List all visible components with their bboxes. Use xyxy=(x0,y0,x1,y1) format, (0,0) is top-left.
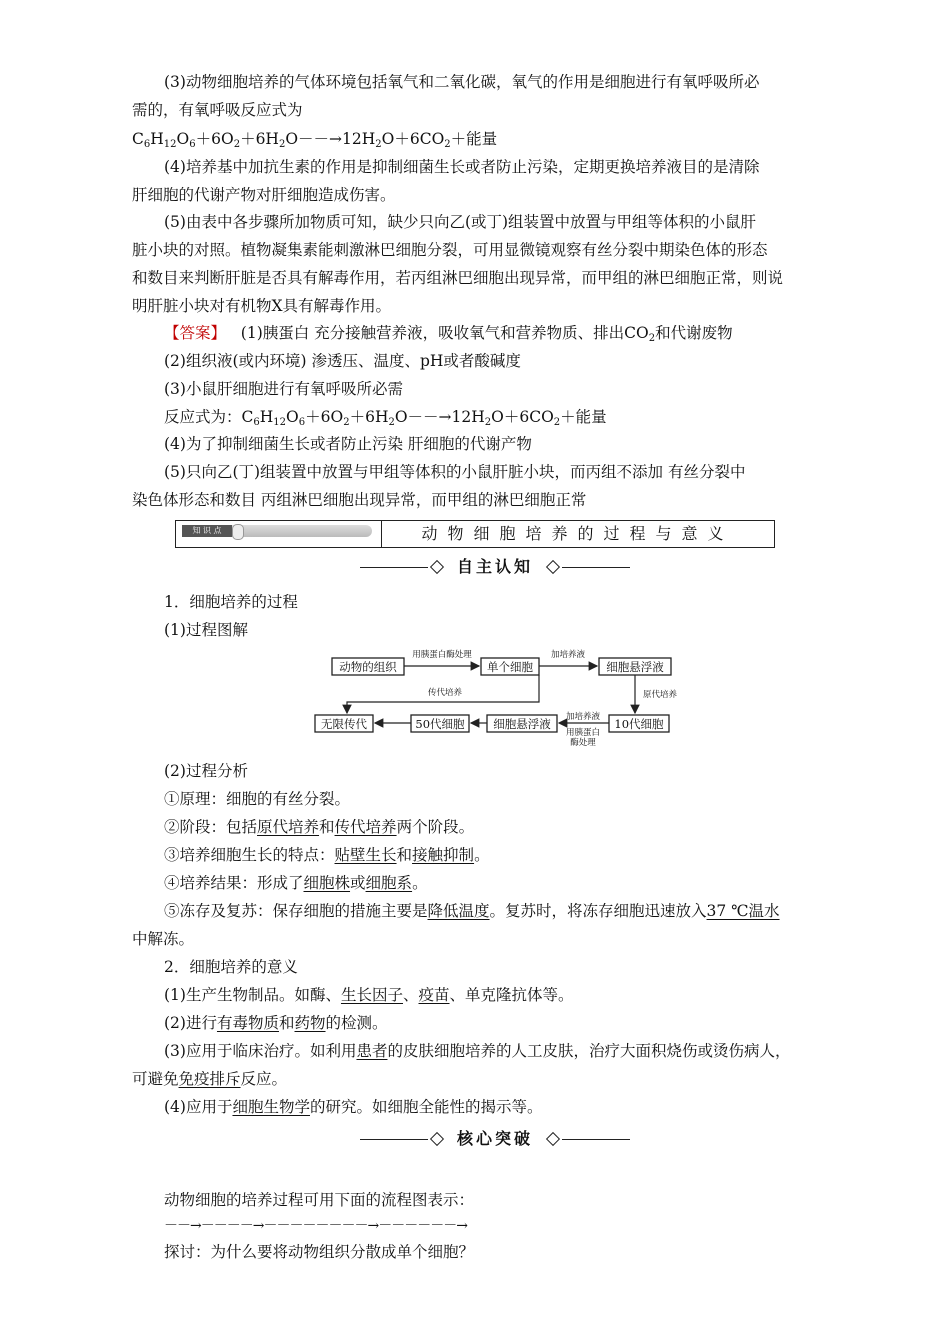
meaning-3-cont: 可避免免疫排斥反应。 xyxy=(132,1070,288,1088)
p3-line1: (3)动物细胞培养的气体环境包括氧气和二氧化碳，氧气的作用是细胞进行有氧呼吸所必 xyxy=(164,73,760,91)
item-growth-features: ③培养细胞生长的特点：贴壁生长和接触抑制。 xyxy=(164,846,490,864)
arrow-label-trypsin: 用胰蛋白酶处理 xyxy=(412,650,472,660)
cell-culture-flow-diagram xyxy=(305,645,685,755)
p5-line3: 和数目来判断肝脏是否具有解毒作用，若丙组淋巴细胞出现异常，而甲组的淋巴细胞正常，则说 xyxy=(132,269,784,287)
core-question: 探讨：为什么要将动物组织分散成单个细胞？ xyxy=(164,1243,475,1261)
section-header-self-study xyxy=(360,555,630,579)
knowledge-point-tag: 知 识 点 xyxy=(182,525,232,537)
meaning-3: (3)应用于临床治疗。如利用患者的皮肤细胞培养的人工皮肤，治疗大面积烧伤或烫伤病人， xyxy=(164,1042,791,1060)
answer-line1: 【答案】 (1)胰蛋白 充分接触营养液，吸收氧气和营养物质、排出$CO_2$和代谢废物 xyxy=(164,324,733,344)
subheading-analysis: (2)过程分析 xyxy=(164,762,248,780)
knowledge-point-badge xyxy=(176,521,382,547)
divider xyxy=(562,567,630,568)
label-suspension-2: 细胞悬浮液 xyxy=(493,717,551,731)
knowledge-point-header xyxy=(175,520,775,548)
answer-line3: (3)小鼠肝细胞进行有氧呼吸所必需 xyxy=(164,380,403,398)
arrow-label-trypsin-2a: 用胰蛋白 xyxy=(565,728,601,738)
heading-significance: 2．细胞培养的意义 xyxy=(164,958,298,976)
arrow-label-trypsin-2b: 酶处理 xyxy=(570,738,596,748)
p4-line1: (4)培养基中加抗生素的作用是抑制细菌生长或者防止污染，定期更换培养液目的是清除 xyxy=(164,158,760,176)
label-infinite: 无限传代 xyxy=(321,717,367,731)
item-stages: ②阶段：包括原代培养和传代培养两个阶段。 xyxy=(164,818,475,836)
divider xyxy=(562,1139,630,1140)
arrow-label-add-medium: 加培养液 xyxy=(550,650,586,660)
answer-line2: (2)组织液(或内环境) 渗透压、温度、pH或者酸碱度 xyxy=(164,352,521,370)
answer-line5: (5)只向乙(丁)组装置中放置与甲组等体积的小鼠肝脏小块，而丙组不添加 有丝分裂中 xyxy=(164,463,746,481)
arrow-label-primary: 原代培养 xyxy=(642,690,678,700)
answer-tag: 【答案】 xyxy=(164,324,227,342)
heading-process: 1．细胞培养的过程 xyxy=(164,593,298,611)
arrow-label-subculture: 传代培养 xyxy=(427,688,463,698)
section-header-core xyxy=(360,1127,630,1151)
p3-line2: 需的，有氧呼吸反应式为 xyxy=(132,101,303,119)
item-freeze-thaw: ⑤冻存及复苏：保存细胞的措施主要是降低温度。复苏时，将冻存细胞迅速放入37 ℃温水 xyxy=(164,902,780,920)
core-intro: 动物细胞的培养过程可用下面的流程图表示： xyxy=(164,1191,475,1209)
item-freeze-thaw-cont: 中解冻。 xyxy=(132,930,195,948)
arrow-label-add-medium-2: 加培养液 xyxy=(565,712,601,722)
p5-line4: 明肝脏小块对有机物X具有解毒作用。 xyxy=(132,297,392,315)
item-principle: ①原理：细胞的有丝分裂。 xyxy=(164,790,351,808)
p4-line2: 肝细胞的代谢产物对肝细胞造成伤害。 xyxy=(132,186,396,204)
respiration-equation: $C_6H_{12}O_6+6O_2+6H_2O--\to 12H_2O+6CO_2+$能量 xyxy=(132,130,498,150)
section-title: 核心突破 xyxy=(456,1129,533,1148)
badge-bar xyxy=(232,525,372,537)
flow-placeholder: －－→－－－－→－－－－－－－－→－－－－－－→ xyxy=(164,1218,467,1234)
item-result: ④培养结果：形成了细胞株或细胞系。 xyxy=(164,874,428,892)
badge-knob xyxy=(232,524,244,540)
label-animal-tissue: 动物的组织 xyxy=(339,660,397,674)
section-title: 自主认知 xyxy=(456,557,533,576)
label-10th-gen: 10代细胞 xyxy=(614,717,664,731)
meaning-1: (1)生产生物制品。如酶、生长因子、疫苗、单克隆抗体等。 xyxy=(164,986,574,1004)
answer-equation: 反应式为：$C_6H_{12}O_6+6O_2+6H_2O--\to 12H_2O+6CO_2+$能量 xyxy=(164,408,607,428)
label-single-cells: 单个细胞 xyxy=(487,660,533,674)
p5-line1: (5)由表中各步骤所加物质可知，缺少只向乙(或丁)组装置中放置与甲组等体积的小鼠肝 xyxy=(164,213,757,231)
meaning-4: (4)应用于细胞生物学的研究。如细胞全能性的揭示等。 xyxy=(164,1098,543,1116)
answer-line6: 染色体形态和数目 丙组淋巴细胞出现异常，而甲组的淋巴细胞正常 xyxy=(132,491,587,509)
p5-line2: 脏小块的对照。植物凝集素能刺激淋巴细胞分裂，可用显微镜观察有丝分裂中期染色体的形态 xyxy=(132,241,768,259)
answer-line4: (4)为了抑制细菌生长或者防止污染 肝细胞的代谢产物 xyxy=(164,435,532,453)
knowledge-point-title: 动物细胞培养的过程与意义 xyxy=(421,524,734,543)
meaning-2: (2)进行有毒物质和药物的检测。 xyxy=(164,1014,388,1032)
subheading-diagram: (1)过程图解 xyxy=(164,621,248,639)
label-50th-gen: 50代细胞 xyxy=(415,717,465,731)
label-suspension-1: 细胞悬浮液 xyxy=(606,660,664,674)
